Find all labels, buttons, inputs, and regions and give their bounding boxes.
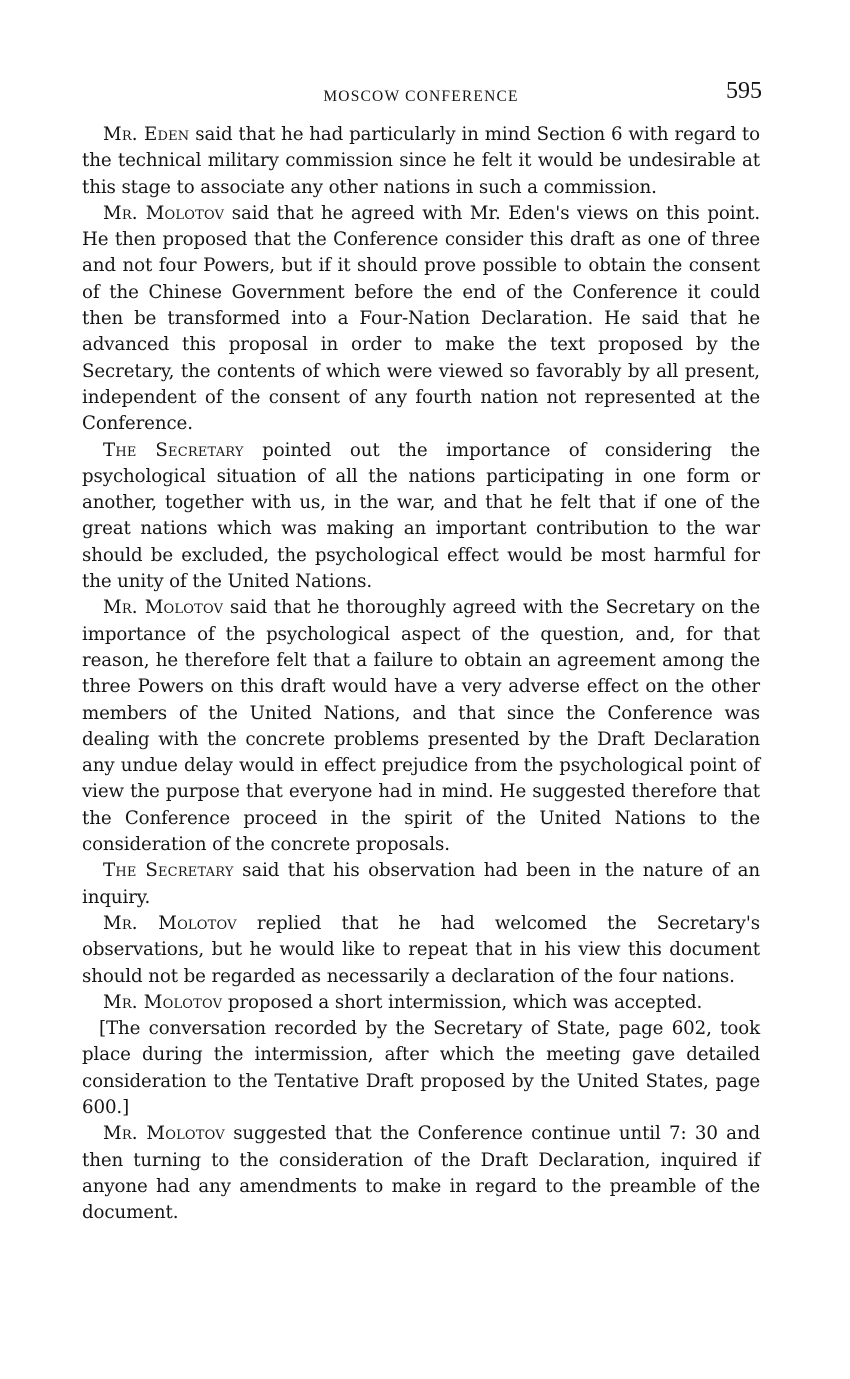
paragraph-text: said that he agreed with Mr. Eden's views on this point. He then proposed that the Conference consider this draft as one of three and not four Powers, but if it should prove possible to obtain the consent of the Chinese Government before the end of the Conference it could then be transformed into a Four-Nation Declaration. He said that he advanced this proposal in order to make the text proposed by the Secretary, the contents of which were viewed so favorably by all present, independent of the consent of any fourth nation not represented at the Conference.	[82, 202, 760, 435]
paragraph-text: said that he thoroughly agreed with the Secretary on the importance of the psychological aspect of the question, and, for that reason, he therefore felt that a failure to obtain an agreement among the three Powers on this draft would have a very adverse effect on the other members of the United Nations, and that since the Conference was dealing with the concrete problems presented by the Draft Declaration any undue delay would in effect prejudice from the psychological point of view the purpose that everyone had in mind. He suggested therefore that the Conference proceed in the spirit of the United Nations to the consideration of the concrete proposals.	[82, 597, 761, 856]
document-page	[82, 78, 760, 1226]
paragraph-text: said that he had particularly in mind Section 6 with regard to the technical military commission since he felt it would be undesirable at this stage to associate any other nations in such a commission.	[82, 124, 760, 198]
running-head	[82, 78, 760, 112]
paragraph-text: replied that he had welcomed the Secretary's observations, but he would like to repeat that in his view this document should not be regarded as necessarily a declaration of the four nations.	[82, 912, 760, 987]
paragraph-eden-section-6	[82, 122, 760, 201]
paragraph-text: [The conversation recorded by the Secretary of State, page 602, took place during the intermission, after which the meeting gave detailed consideration to the Tentative Draft proposed by the United States, page 600.]	[82, 1018, 760, 1118]
speaker-name: The Secretary	[103, 439, 244, 461]
paragraph-editorial-note	[82, 1016, 760, 1121]
speaker-name: Mr. Molotov	[103, 202, 225, 224]
speaker-name: Mr. Molotov	[103, 597, 224, 619]
paragraph-secretary-inquiry	[82, 858, 760, 911]
body-text	[82, 122, 760, 1226]
speaker-name: The Secretary	[103, 860, 234, 882]
paragraph-molotov-agreement	[82, 595, 760, 858]
paragraph-text: suggested that the Conference continue until 7: 30 and then turning to the consideration of the Draft Declaration, inquired if anyone had any amendments to make in regard to the preamble of the document.	[82, 1123, 761, 1224]
speaker-name: Mr. Molotov	[103, 912, 237, 934]
speaker-name: Mr. Molotov	[103, 991, 223, 1013]
paragraph-molotov-intermission	[82, 990, 760, 1016]
paragraph-secretary-psychological	[82, 438, 760, 596]
paragraph-molotov-preamble	[82, 1121, 760, 1226]
speaker-name: Mr. Eden	[103, 124, 190, 145]
paragraph-text: proposed a short intermission, which was accepted.	[222, 991, 703, 1013]
page-number: 595	[726, 78, 762, 104]
paragraph-molotov-three-powers	[82, 201, 760, 438]
paragraph-text: pointed out the importance of considering the psychological situation of all the nations participating in one form or another, together with us, in the war, and that he felt that if one of the great nations which was making an important contribution to the war should be excluded, the psychological effect would be most harmful for the unity of the United Nations.	[82, 439, 760, 593]
paragraph-molotov-four-nations	[82, 911, 760, 990]
running-title: MOSCOW CONFERENCE	[323, 88, 519, 105]
paragraph-text: said that his observation had been in the nature of an inquiry.	[82, 860, 760, 908]
speaker-name: Mr. Molotov	[103, 1123, 225, 1145]
